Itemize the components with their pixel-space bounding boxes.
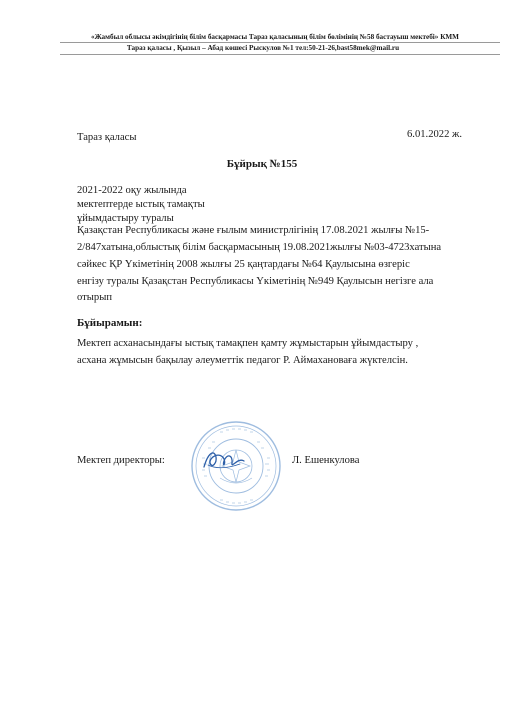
header-address: Тараз қаласы , Қызыл – Абад көшесі Рыскулов №1 тел:50-21-26,bast58mek@mail.ru <box>126 44 400 52</box>
command-line: асхана жұмысын бақылау әлеуметтік педагог Р. Аймахановаға жүктелсін. <box>77 355 408 366</box>
body-line: Қазақстан Республикасы және ғылым министрлігінің 17.08.2021 жылғы №15- <box>77 225 430 236</box>
body-line: 2/847хатына,облыстық білім басқармасының 19.08.2021жылғы №03-4723хатына <box>77 242 442 253</box>
handwritten-signature-icon <box>200 445 250 473</box>
header-organization: «Жамбыл облысы әкімдігінің білім басқармасы Тараз қаласының білім бөлімінің №58 бастауыш мектебі» КММ <box>91 33 459 41</box>
subject-line: мектептерде ыстық тамақты <box>77 199 205 210</box>
signature-name: Л. Ешенкулова <box>292 455 360 466</box>
body-line: енгізу туралы Қазақстан Республикасы Үкіметінің №949 Қаулысын негізге ала <box>77 276 434 287</box>
command-heading: Бұйырамын: <box>77 317 143 329</box>
order-date: 6.01.2022 ж. <box>407 129 462 140</box>
signature-title: Мектеп директоры: <box>77 455 165 466</box>
header-divider-bottom <box>60 54 500 55</box>
body-line: сәйкес ҚР Үкіметінің 2008 жылғы 25 қаңтардағы №64 Қаулысына өзгеріс <box>77 259 410 270</box>
order-title: Бұйрық №155 <box>226 158 298 170</box>
subject-line: ұйымдастыру туралы <box>77 213 174 224</box>
subject-line: 2021-2022 оқу жылында <box>77 185 187 196</box>
header-divider <box>60 42 500 43</box>
body-line: отырып <box>77 292 112 303</box>
command-line: Мектеп асханасындағы ыстық тамақпен қамту жұмыстарын ұйымдастыру , <box>77 338 419 349</box>
city-label: Тараз қаласы <box>77 132 137 143</box>
